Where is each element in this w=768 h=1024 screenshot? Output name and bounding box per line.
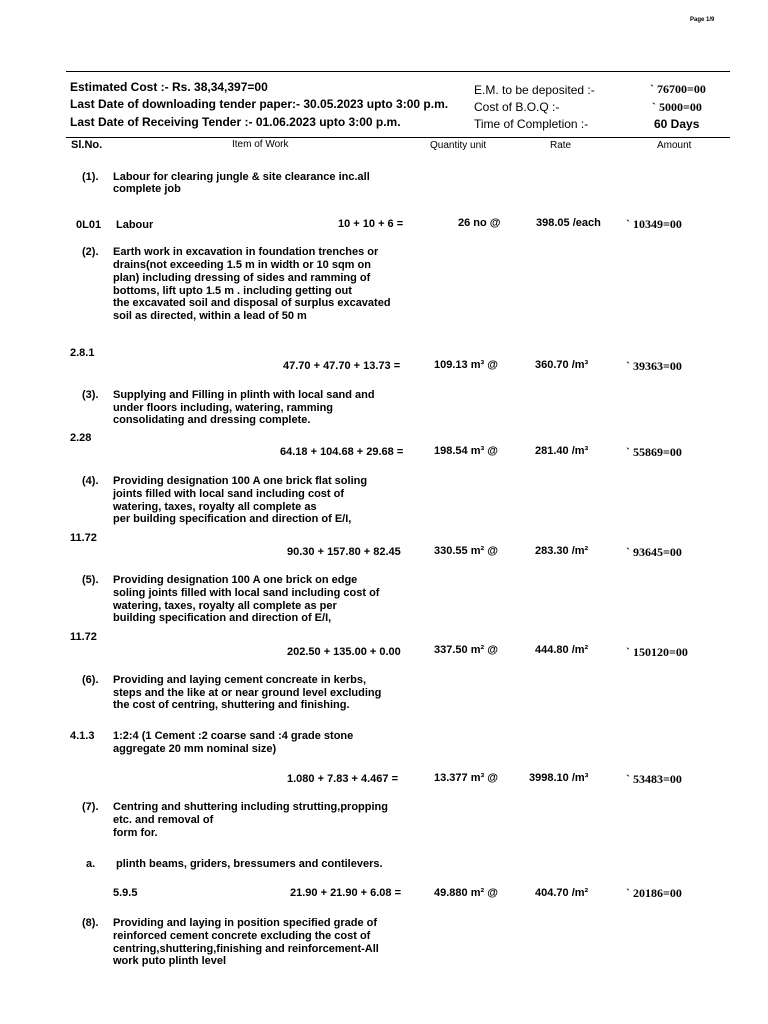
- quantity: 26 no @: [458, 217, 501, 229]
- item-desc-line: watering, taxes, royalty all complete as per: [113, 600, 337, 612]
- item-number: (2).: [82, 246, 99, 258]
- col-amount: Amount: [657, 140, 692, 151]
- measurement-formula: 90.30 + 157.80 + 82.45: [287, 546, 401, 558]
- item-desc-line: etc. and removal of: [113, 814, 214, 826]
- item-number: (4).: [82, 475, 99, 487]
- item-desc-line: bottoms, lift upto 1.5 m . including getting out: [113, 285, 352, 297]
- col-item: Item of Work: [232, 139, 289, 150]
- item-number: (3).: [82, 389, 99, 401]
- rate: 444.80 /m²: [535, 644, 589, 656]
- amount: ` 53483=00: [626, 772, 682, 786]
- amount: ` 150120=00: [626, 645, 688, 659]
- em-label: E.M. to be deposited :-: [474, 83, 595, 97]
- estimated-cost: Estimated Cost :- Rs. 38,34,397=00: [70, 80, 268, 94]
- item-desc-line: joints filled with local sand including cost of: [113, 488, 345, 500]
- item-desc-line: Providing and laying in position specified grade of: [113, 917, 378, 929]
- header-top-rule: [66, 71, 730, 72]
- item-desc-line: work puto plinth level: [113, 955, 227, 967]
- item-desc-line: the cost of centring, shuttering and finishing.: [113, 699, 350, 711]
- header-bottom-rule: [66, 137, 730, 138]
- item-desc-line: form for.: [113, 827, 158, 839]
- rate: 3998.10 /m³: [529, 772, 589, 784]
- item-desc-line: Earth work in excavation in foundation trenches or: [113, 246, 379, 258]
- amount: ` 39363=00: [626, 359, 682, 373]
- download-date: Last Date of downloading tender paper:- 30.05.2023 upto 3:00 p.m.: [70, 97, 449, 111]
- item-number: (1).: [82, 171, 99, 183]
- item-desc-line: watering, taxes, royalty all complete as: [113, 501, 317, 513]
- rate: 360.70 /m³: [535, 359, 589, 371]
- item-desc-line: 1:2:4 (1 Cement :2 coarse sand :4 grade stone: [113, 730, 354, 742]
- item-number: (5).: [82, 574, 99, 586]
- item-code: 11.72: [70, 532, 97, 544]
- quantity: 337.50 m² @: [434, 644, 498, 656]
- item-code: 0L01: [76, 219, 102, 231]
- item-code: 5.9.5: [113, 887, 138, 899]
- item-code: 2.8.1: [70, 347, 95, 359]
- item-desc-line: consolidating and dressing complete.: [113, 414, 311, 426]
- boq-label: Cost of B.O.Q :-: [474, 100, 560, 114]
- quantity: 330.55 m² @: [434, 545, 498, 557]
- item-number: (6).: [82, 674, 99, 686]
- item-desc-line: soil as directed, within a lead of 50 m: [113, 310, 307, 322]
- item-desc-line: Supplying and Filling in plinth with local sand and: [113, 389, 375, 401]
- item-desc-line: aggregate 20 mm nominal size): [113, 743, 277, 755]
- item-label: Labour: [116, 219, 154, 231]
- amount: ` 93645=00: [626, 545, 682, 559]
- item-desc-line: building specification and direction of E/I,: [113, 612, 332, 624]
- measurement-formula: 64.18 + 104.68 + 29.68 =: [280, 446, 404, 458]
- item-desc-line: Providing designation 100 A one brick flat soling: [113, 475, 368, 487]
- boq-value: ` 5000=00: [652, 100, 702, 114]
- time-value: 60 Days: [654, 117, 700, 131]
- measurement-formula: 21.90 + 21.90 + 6.08 =: [290, 887, 402, 899]
- col-slno: Sl.No.: [71, 139, 103, 151]
- item-desc-line: steps and the like at or near ground level excluding: [113, 687, 382, 699]
- item-number: (7).: [82, 801, 99, 813]
- item-desc-line: drains(not exceeding 1.5 m in width or 10 sqm on: [113, 259, 371, 271]
- quantity: 198.54 m³ @: [434, 445, 498, 457]
- item-code: 4.1.3: [70, 730, 95, 742]
- quantity: 49.880 m² @: [434, 887, 498, 899]
- item-desc-line: reinforced cement concrete excluding the cost of: [113, 930, 371, 942]
- rate: 283.30 /m²: [535, 545, 589, 557]
- measurement-formula: 1.080 + 7.83 + 4.467 =: [287, 773, 399, 785]
- item-desc-line: centring,shuttering,finishing and reinforcement-All: [113, 943, 379, 955]
- measurement-formula: 202.50 + 135.00 + 0.00: [287, 646, 401, 658]
- amount: ` 55869=00: [626, 445, 682, 459]
- measurement-formula: 10 + 10 + 6 =: [338, 218, 404, 230]
- page-number: Page 1/9: [690, 17, 715, 23]
- col-quantity: Quantity unit: [430, 140, 487, 151]
- rate: 398.05 /each: [536, 217, 601, 229]
- em-value: ` 76700=00: [650, 82, 706, 96]
- item-desc-line: per building specification and direction of E/I,: [113, 513, 352, 525]
- item-desc-line: the excavated soil and disposal of surplus excavated: [113, 297, 391, 309]
- quantity: 13.377 m³ @: [434, 772, 498, 784]
- item-desc-line: Centring and shuttering including strutting,propping: [113, 801, 388, 813]
- rate: 281.40 /m³: [535, 445, 589, 457]
- item-description: Labour for clearing jungle & site clearance inc.all complete job: [113, 171, 370, 195]
- item-desc-line: Providing and laying cement concreate in kerbs,: [113, 674, 367, 686]
- item-desc-line: under floors including, watering, ramming: [113, 402, 334, 414]
- rate: 404.70 /m²: [535, 887, 589, 899]
- item-number: (8).: [82, 917, 99, 929]
- item-desc-line: soling joints filled with local sand including cost of: [113, 587, 380, 599]
- col-rate: Rate: [550, 140, 572, 151]
- quantity: 109.13 m³ @: [434, 359, 498, 371]
- receive-date: Last Date of Receiving Tender :- 01.06.2023 upto 3:00 p.m.: [70, 115, 401, 129]
- item-code: a.: [86, 858, 96, 870]
- item-desc-line: Providing designation 100 A one brick on edge: [113, 574, 358, 586]
- measurement-formula: 47.70 + 47.70 + 13.73 =: [283, 360, 401, 372]
- item-desc-line: plan) including dressing of sides and ramming of: [113, 272, 371, 284]
- item-code: 11.72: [70, 631, 97, 643]
- item-code: 2.28: [70, 432, 92, 444]
- amount: ` 20186=00: [626, 886, 682, 900]
- amount: ` 10349=00: [626, 217, 682, 231]
- time-label: Time of Completion :-: [474, 117, 589, 131]
- item-description: plinth beams, griders, bressumers and contilevers.: [116, 858, 383, 870]
